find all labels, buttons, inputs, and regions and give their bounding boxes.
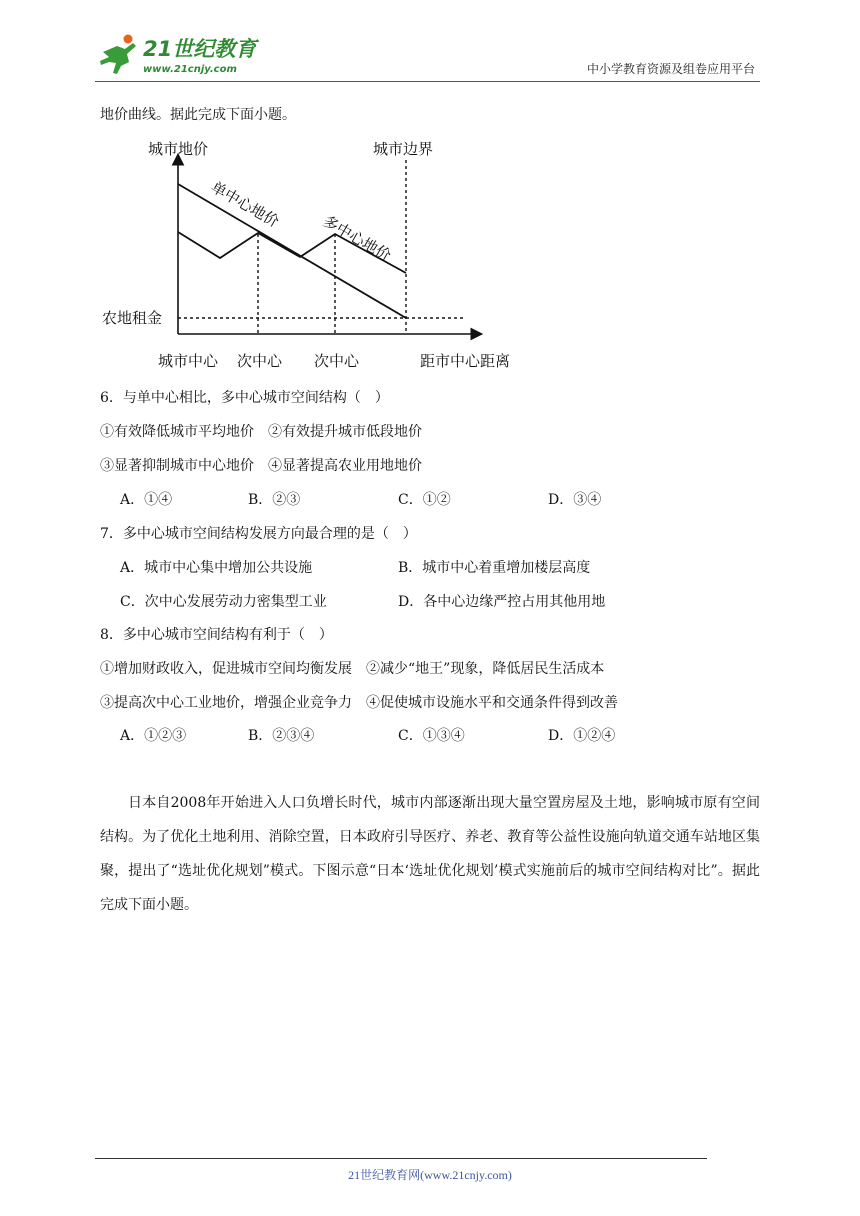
runner-icon (100, 35, 136, 75)
q8-option-b[interactable]: B．②③④ (248, 728, 315, 744)
x-tick-subcenter-1: 次中心 (237, 352, 283, 370)
q7-option-c[interactable]: C．次中心发展劳动力密集型工业 (120, 594, 327, 610)
page-header (95, 28, 760, 80)
q8-stem: 8．多中心城市空间结构有利于（ ） (100, 627, 333, 643)
footer-divider (95, 1158, 707, 1159)
q6-option-c[interactable]: C．①② (398, 492, 451, 508)
intro-tail: 地价曲线。据此完成下面小题。 (100, 107, 296, 123)
q6-statements-2: ③显著抑制城市中心地价 ④显著提高农业用地地价 (100, 458, 422, 474)
q7-option-a[interactable]: A．城市中心集中增加公共设施 (120, 560, 313, 576)
reading-passage (100, 786, 760, 922)
platform-title: 中小学教育资源及组卷应用平台 (586, 62, 755, 76)
passage-text: 日本自2008年开始进入人口负增长时代，城市内部逐渐出现大量空置房屋及土地，影响城市原有空间结构。为了优化土地利用、消除空置，日本政府引导医疗、养老、教育等公益性设施向轨道交通车站地区集聚，提出了“选址优化规划”模式。下图示意“日本‘选址优化规划’模式实施前后的城市空间结构对比”。据此完成下面小题。 (100, 795, 760, 913)
q6-option-b[interactable]: B．②③ (248, 492, 301, 508)
logo-text: 21世纪教育 (143, 37, 257, 61)
q8-option-a[interactable]: A．①②③ (120, 728, 187, 744)
q8-option-d[interactable]: D．①②④ (548, 728, 616, 744)
q6-stem: 6．与单中心相比，多中心城市空间结构（ ） (100, 390, 389, 406)
x-axis-label: 距市中心距离 (420, 352, 511, 370)
x-tick-subcenter-2: 次中心 (314, 352, 360, 370)
q6-option-a[interactable]: A．①④ (120, 492, 173, 508)
farm-rent-label: 农地租金 (102, 309, 163, 327)
q8-option-c[interactable]: C．①③④ (398, 728, 465, 744)
q8-statements-2: ③提高次中心工业地价，增强企业竞争力 ④促使城市设施水平和交通条件得到改善 (100, 695, 618, 711)
q6-statements-1: ①有效降低城市平均地价 ②有效提升城市低段地价 (100, 424, 422, 440)
city-boundary-label: 城市边界 (373, 140, 434, 158)
single-center-label: 单中心地价 (208, 177, 282, 231)
x-tick-city-center: 城市中心 (158, 352, 219, 370)
q6-option-d[interactable]: D．③④ (548, 492, 602, 508)
q7-option-b[interactable]: B．城市中心着重增加楼层高度 (398, 560, 591, 576)
logo-url: www.21cnjy.com (143, 64, 237, 75)
land-price-chart (100, 136, 540, 376)
y-axis-label: 城市地价 (148, 140, 209, 158)
footer-link[interactable]: 21世纪教育网(www.21cnjy.com) (348, 1168, 512, 1182)
q8-statements-1: ①增加财政收入，促进城市空间均衡发展 ②减少“地王”现象，降低居民生活成本 (100, 661, 605, 677)
site-logo (95, 32, 265, 78)
multi-center-label: 多中心地价 (320, 211, 394, 265)
q7-option-d[interactable]: D．各中心边缘严控占用其他用地 (398, 594, 606, 610)
q7-stem: 7．多中心城市空间结构发展方向最合理的是（ ） (100, 526, 417, 542)
header-divider (95, 81, 760, 82)
